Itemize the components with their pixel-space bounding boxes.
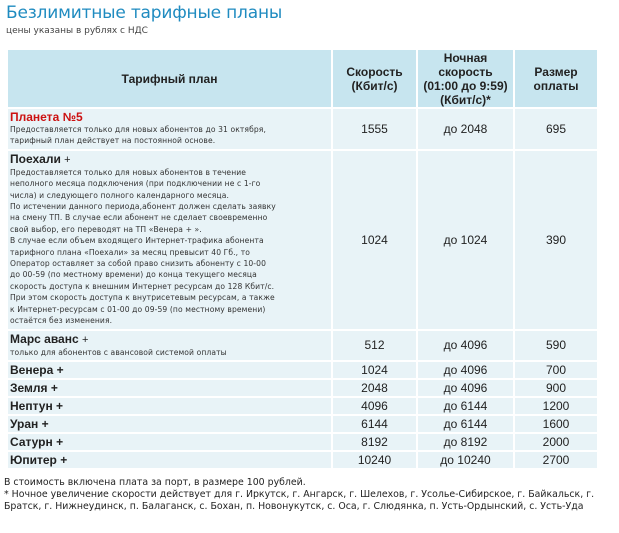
plan-name[interactable]: Венера +	[10, 362, 64, 377]
plan-description	[10, 347, 329, 358]
price-cell: 390	[515, 151, 597, 329]
header-speed-line2: (Кбит/с)	[351, 78, 398, 93]
plan-desc-line: на смену ТП. В случае если абонент не сделает своевременно	[10, 213, 268, 223]
speed-cell: 10240	[333, 452, 416, 468]
price-cell: 2000	[515, 434, 597, 450]
plan-desc-line: только для абонентов с авансовой системой оплаты	[10, 347, 227, 357]
table-row	[8, 434, 597, 450]
speed-cell: 8192	[333, 434, 416, 450]
plan-cell	[8, 380, 331, 396]
plan-name[interactable]: Юпитер +	[10, 452, 68, 467]
plan-desc-line: скорость доступа к внешним Интернет ресурсам до 128 Кбит/с.	[10, 281, 275, 291]
header-price-line1: Размер	[534, 64, 578, 79]
page-title: Безлимитные тарифные планы	[6, 3, 283, 23]
header-plan-label: Тарифный план	[121, 71, 218, 86]
footnote-port-fee: В стоимость включена плата за порт, в размере 100 рублей.	[4, 477, 306, 488]
night-speed-cell: до 10240	[418, 452, 513, 468]
price-cell: 700	[515, 362, 597, 378]
plan-name[interactable]: Марс аванс	[10, 331, 79, 346]
table-row	[8, 109, 597, 149]
speed-cell: 1024	[333, 362, 416, 378]
plan-desc-line: В случае если объем входящего Интернет-трафика абонента	[10, 236, 264, 246]
night-speed-cell: до 6144	[418, 416, 513, 432]
speed-cell: 512	[333, 331, 416, 360]
plan-suffix: +	[82, 333, 89, 346]
header-night-line4: (Кбит/с)*	[440, 92, 491, 107]
table-header-row	[8, 50, 597, 107]
speed-cell: 6144	[333, 416, 416, 432]
speed-cell: 1024	[333, 151, 416, 329]
header-plan	[8, 50, 331, 107]
plan-name[interactable]: Поехали	[10, 151, 61, 166]
plan-cell	[8, 331, 331, 360]
table-row	[8, 398, 597, 414]
plan-cell	[8, 109, 331, 149]
plan-desc-line: остаётся без изменения.	[10, 316, 113, 326]
plan-name[interactable]: Планета №5	[10, 110, 83, 124]
plan-name[interactable]: Сатурн +	[10, 434, 64, 449]
price-cell: 695	[515, 109, 597, 149]
plan-name-line	[10, 152, 329, 167]
price-cell: 1200	[515, 398, 597, 414]
header-night-line2: скорость	[438, 64, 493, 79]
night-speed-cell: до 8192	[418, 434, 513, 450]
price-cell: 900	[515, 380, 597, 396]
speed-cell: 1555	[333, 109, 416, 149]
night-speed-cell: до 6144	[418, 398, 513, 414]
plan-cell	[8, 151, 331, 329]
plan-name[interactable]: Земля +	[10, 380, 58, 395]
plan-desc-line: тарифного плана «Поехали» за месяц превысит 40 Гб., то	[10, 247, 250, 257]
plan-cell	[8, 398, 331, 414]
plan-name[interactable]: Нептун +	[10, 398, 64, 413]
table-row	[8, 331, 597, 360]
page-subtitle: цены указаны в рублях с НДС	[6, 26, 148, 36]
plan-desc-line: неполного месяца подключения (при подключении не с 1-го	[10, 179, 261, 189]
speed-cell: 2048	[333, 380, 416, 396]
header-night-line1: Ночная	[443, 50, 488, 65]
plan-desc-line: тарифный план действует на постоянной основе.	[10, 136, 216, 146]
price-cell: 1600	[515, 416, 597, 432]
plan-name-line	[10, 332, 329, 347]
night-speed-cell: до 2048	[418, 109, 513, 149]
header-speed-line1: Скорость	[346, 64, 403, 79]
table-row	[8, 416, 597, 432]
plan-desc-line: Предоставляется только для новых абонентов в течение	[10, 167, 247, 177]
header-price	[515, 50, 597, 107]
night-speed-cell: до 4096	[418, 362, 513, 378]
plan-desc-line: до 00-59 (по местному времени) до конца текущего месяца	[10, 270, 257, 280]
plan-cell	[8, 362, 331, 378]
header-night-line3: (01:00 до 9:59)	[423, 78, 508, 93]
plan-desc-line: Предоставляется только для новых абонентов до 31 октября,	[10, 125, 266, 134]
price-cell: 590	[515, 331, 597, 360]
tariff-table	[6, 48, 599, 470]
night-speed-cell: до 1024	[418, 151, 513, 329]
plan-name[interactable]: Уран +	[10, 416, 49, 431]
table-row	[8, 151, 597, 329]
plan-cell	[8, 416, 331, 432]
plan-desc-line: При этом скорость доступа к внутрисетевым ресурсам, а также	[10, 293, 275, 303]
plan-description	[10, 167, 329, 327]
plan-desc-line: к Интернет-ресурсам с 01-00 до 09-59 (по местному времени)	[10, 304, 266, 314]
table-row	[8, 362, 597, 378]
plan-cell	[8, 434, 331, 450]
night-speed-cell: до 4096	[418, 331, 513, 360]
plan-description	[10, 124, 329, 147]
header-speed	[333, 50, 416, 107]
header-price-line2: оплаты	[533, 78, 579, 93]
footnotes	[4, 477, 612, 514]
table-row	[8, 452, 597, 468]
plan-desc-line: числа) и следующего полного календарного месяца.	[10, 190, 229, 200]
plan-desc-line: По истечении данного периода,абонент должен сделать заявку	[10, 202, 276, 212]
speed-cell: 4096	[333, 398, 416, 414]
table-row	[8, 380, 597, 396]
price-cell: 2700	[515, 452, 597, 468]
footnote-night-speed: * Ночное увеличение скорости действует для г. Иркутск, г. Ангарск, г. Шелехов, г. Усолье-Сибирское, г. Байкальск, г. Братск, г. Нижнеудинск, п. Балаганск, с. Бохан, п. Новонукутск, с. Оса, г. Слюдянка, п. Усть-Ордынский, с. Усть-Уда	[4, 489, 595, 513]
plan-suffix: +	[64, 153, 71, 166]
night-speed-cell: до 4096	[418, 380, 513, 396]
plan-desc-line: свой выбор, его переводят на ТП «Венера + ».	[10, 224, 202, 234]
plan-cell	[8, 452, 331, 468]
plan-desc-line: Оператор оставляет за собой право снизить абоненту с 10-00	[10, 259, 267, 269]
header-night-speed	[418, 50, 513, 107]
